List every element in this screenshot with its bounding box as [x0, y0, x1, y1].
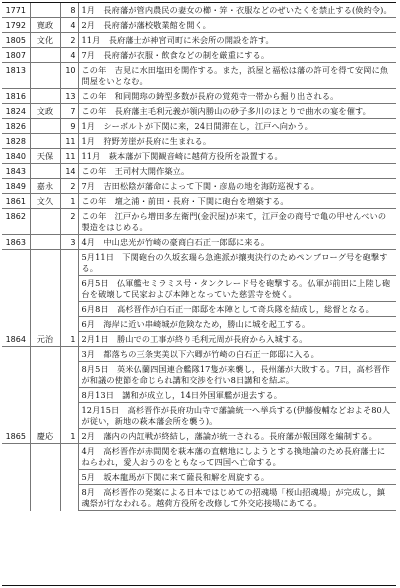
table-row [2, 33, 396, 48]
event-cell: 8月5日 英米仏蘭四国連合艦隊17隻が来襲し，長州藩が大敗する。7日，高杉晋作が和議の使節を命じられ講和交渉を行い8日講和を結ぶ。 [78, 362, 396, 388]
table-row [2, 179, 396, 194]
table-row [2, 194, 396, 209]
table-row [2, 149, 396, 164]
era-number-cell: 11 [60, 134, 78, 149]
chronology-table-page [2, 2, 396, 586]
table-row [2, 89, 396, 104]
era-number-cell [60, 388, 78, 403]
event-cell: 4月 高杉晋作が赤間関を萩本藩の直轄地にしようとする換地論のため長府藩士にねらわれ，愛人おうのをともなって四国へ亡命する。 [78, 444, 396, 470]
era-cell [30, 276, 60, 302]
year-cell: 1813 [2, 63, 30, 89]
event-cell: この年 王司村大開作築立。 [78, 164, 396, 179]
era-number-cell: 2 [60, 179, 78, 194]
year-cell: 1816 [2, 89, 30, 104]
event-cell: 5月11日 下関砲台の久坂玄瑞ら急進派が攘夷決行のためペンブローグ号を砲撃する。 [78, 250, 396, 276]
table-row [2, 164, 396, 179]
event-cell: 5月 坂本龍馬が下関に来て薩長和解を周旋する。 [78, 470, 396, 485]
year-cell: 1862 [2, 209, 30, 235]
table-row [2, 302, 396, 317]
event-cell: 8月13日 講和が成立し，14日外国軍艦が退去する。 [78, 388, 396, 403]
table-row [2, 134, 396, 149]
year-cell: 1849 [2, 179, 30, 194]
table-row [2, 429, 396, 444]
event-cell: 1月 シーボルトが下関に来，24日間滞在し，江戸へ向かう。 [78, 119, 396, 134]
era-cell: 慶応 [30, 429, 60, 444]
era-number-cell [60, 485, 78, 511]
year-cell: 1807 [2, 48, 30, 63]
era-number-cell [60, 444, 78, 470]
era-cell: 嘉永 [30, 179, 60, 194]
era-cell [30, 485, 60, 511]
event-cell: 1月 長府藩が管内農民の妻女の櫛・笄・衣服などのぜいたくを禁止する(倹約令)。 [78, 3, 396, 18]
year-cell [2, 403, 30, 429]
era-cell: 寛政 [30, 18, 60, 33]
chronology-body [2, 3, 396, 511]
year-cell: 1824 [2, 104, 30, 119]
year-cell: 1864 [2, 332, 30, 347]
event-cell: この年 壇之浦・前田・長府・下関に砲台を増築する。 [78, 194, 396, 209]
era-cell [30, 3, 60, 18]
table-row [2, 119, 396, 134]
era-number-cell: 7 [60, 104, 78, 119]
table-row [2, 63, 396, 89]
year-cell: 1865 [2, 429, 30, 444]
table-row [2, 18, 396, 33]
table-row [2, 104, 396, 119]
era-cell [30, 302, 60, 317]
era-number-cell: 3 [60, 235, 78, 250]
era-number-cell: 4 [60, 48, 78, 63]
event-cell: 7月 長府藩が衣服・飲食などの制を厳重にする。 [78, 48, 396, 63]
chronology-table [2, 3, 396, 511]
year-cell: 1843 [2, 164, 30, 179]
year-cell: 1840 [2, 149, 30, 164]
event-cell: この年 和同開珎の鋳型多数が長府の覚苑寺一帯から掘り出される。 [78, 89, 396, 104]
year-cell: 1861 [2, 194, 30, 209]
era-number-cell: 1 [60, 194, 78, 209]
era-cell [30, 388, 60, 403]
year-cell: 1826 [2, 119, 30, 134]
era-number-cell: 4 [60, 18, 78, 33]
era-number-cell: 1 [60, 332, 78, 347]
event-cell: 2月1日 勝山での工事が終り毛利元周が長府から入城する。 [78, 332, 396, 347]
era-cell [30, 470, 60, 485]
year-cell: 1828 [2, 134, 30, 149]
event-cell: 11月 萩本藩が下関観音崎に越荷方役所を設置する。 [78, 149, 396, 164]
year-cell [2, 276, 30, 302]
event-cell: 3月 都落ちの三条実美以下六卿が竹崎の白石正一郎邸に入る。 [78, 347, 396, 362]
year-cell [2, 250, 30, 276]
era-number-cell: 1 [60, 429, 78, 444]
event-cell: 11月 長府藩士が神宮司町に米会所の開設を許す。 [78, 33, 396, 48]
event-cell: 2月 藩内の内訌戦が終結し，藩論が統一される。長府藩が報国隊を編制する。 [78, 429, 396, 444]
year-cell: 1805 [2, 33, 30, 48]
era-number-cell: 10 [60, 63, 78, 89]
table-row [2, 317, 396, 332]
event-cell: この年 長府藩主毛利元義が領内勝山の砂子多川のほとりで曲水の宴を催す。 [78, 104, 396, 119]
table-row [2, 362, 396, 388]
table-row [2, 235, 396, 250]
year-cell [2, 470, 30, 485]
year-cell [2, 362, 30, 388]
year-cell: 1792 [2, 18, 30, 33]
era-number-cell [60, 470, 78, 485]
era-number-cell: 11 [60, 149, 78, 164]
era-cell [30, 362, 60, 388]
era-cell: 元治 [30, 332, 60, 347]
event-cell: 7月 吉田松陰が藩命によって下関・彦島の地を海防巡視する。 [78, 179, 396, 194]
event-cell: 6月 海岸に近い串崎城が危険なため，勝山に城を起工する。 [78, 317, 396, 332]
era-number-cell [60, 347, 78, 362]
table-row [2, 470, 396, 485]
era-cell: 文化 [30, 33, 60, 48]
era-cell: 文政 [30, 104, 60, 119]
table-row [2, 48, 396, 63]
era-cell [30, 317, 60, 332]
event-cell: 4月 中山忠光が竹崎の豪商白石正一郎邸に来る。 [78, 235, 396, 250]
year-cell [2, 485, 30, 511]
era-cell [30, 119, 60, 134]
era-cell [30, 89, 60, 104]
era-number-cell: 8 [60, 3, 78, 18]
event-cell: 6月5日 仏軍艦セミラミス号・タンクレード号を砲撃する。仏軍が前田に上陸し砲台を破壊して民家および本陣となっていた慈雲寺を焼く。 [78, 276, 396, 302]
era-cell [30, 347, 60, 362]
era-cell [30, 444, 60, 470]
era-number-cell [60, 403, 78, 429]
table-row [2, 250, 396, 276]
era-number-cell [60, 317, 78, 332]
era-number-cell: 2 [60, 209, 78, 235]
era-cell: 天保 [30, 149, 60, 164]
era-number-cell [60, 302, 78, 317]
table-row [2, 3, 396, 18]
event-cell: この年 吉見に水田塩田を開作する。また，浜屋と福松は藩の許可を得て安岡に魚問屋をいとなむ。 [78, 63, 396, 89]
era-number-cell: 13 [60, 89, 78, 104]
table-row [2, 332, 396, 347]
era-cell [30, 48, 60, 63]
era-cell [30, 250, 60, 276]
event-cell: 12月15日 高杉晋作が長府功山寺で藩論統一へ挙兵する(伊藤俊輔などおよそ80人が従い，新地の萩本藩会所を襲う)。 [78, 403, 396, 429]
event-cell: 2月 長府藩が藩校敬業館を開く。 [78, 18, 396, 33]
table-row [2, 209, 396, 235]
era-number-cell: 14 [60, 164, 78, 179]
year-cell [2, 444, 30, 470]
year-cell [2, 317, 30, 332]
table-row [2, 485, 396, 511]
year-cell [2, 302, 30, 317]
event-cell: この年 江戸から増田多左衛門(金沢屋)が来て，江戸金の商号で亀の甲せんべいの製造をはじめる。 [78, 209, 396, 235]
era-cell [30, 164, 60, 179]
table-row [2, 444, 396, 470]
event-cell: 6月8日 高杉晋作が白石正一郎邸を本陣として奇兵隊を結成し，総督となる。 [78, 302, 396, 317]
year-cell [2, 388, 30, 403]
era-number-cell: 9 [60, 119, 78, 134]
table-row [2, 388, 396, 403]
table-row [2, 347, 396, 362]
year-cell: 1863 [2, 235, 30, 250]
event-cell: 8月 高杉晋作の発案による日本ではじめての招魂場「桜山招魂場」が完成し，鎮魂祭が行なわれる。越荷方役所を改修して外交応接場にあてる。 [78, 485, 396, 511]
era-number-cell [60, 250, 78, 276]
era-cell: 文久 [30, 194, 60, 209]
era-cell [30, 209, 60, 235]
year-cell: 1771 [2, 3, 30, 18]
event-cell: 1月 狩野芳崖が長府に生まれる。 [78, 134, 396, 149]
table-row [2, 276, 396, 302]
era-cell [30, 134, 60, 149]
era-number-cell: 2 [60, 33, 78, 48]
era-cell [30, 403, 60, 429]
table-row [2, 403, 396, 429]
era-number-cell [60, 276, 78, 302]
year-cell [2, 347, 30, 362]
era-cell [30, 235, 60, 250]
era-number-cell [60, 362, 78, 388]
era-cell [30, 63, 60, 89]
